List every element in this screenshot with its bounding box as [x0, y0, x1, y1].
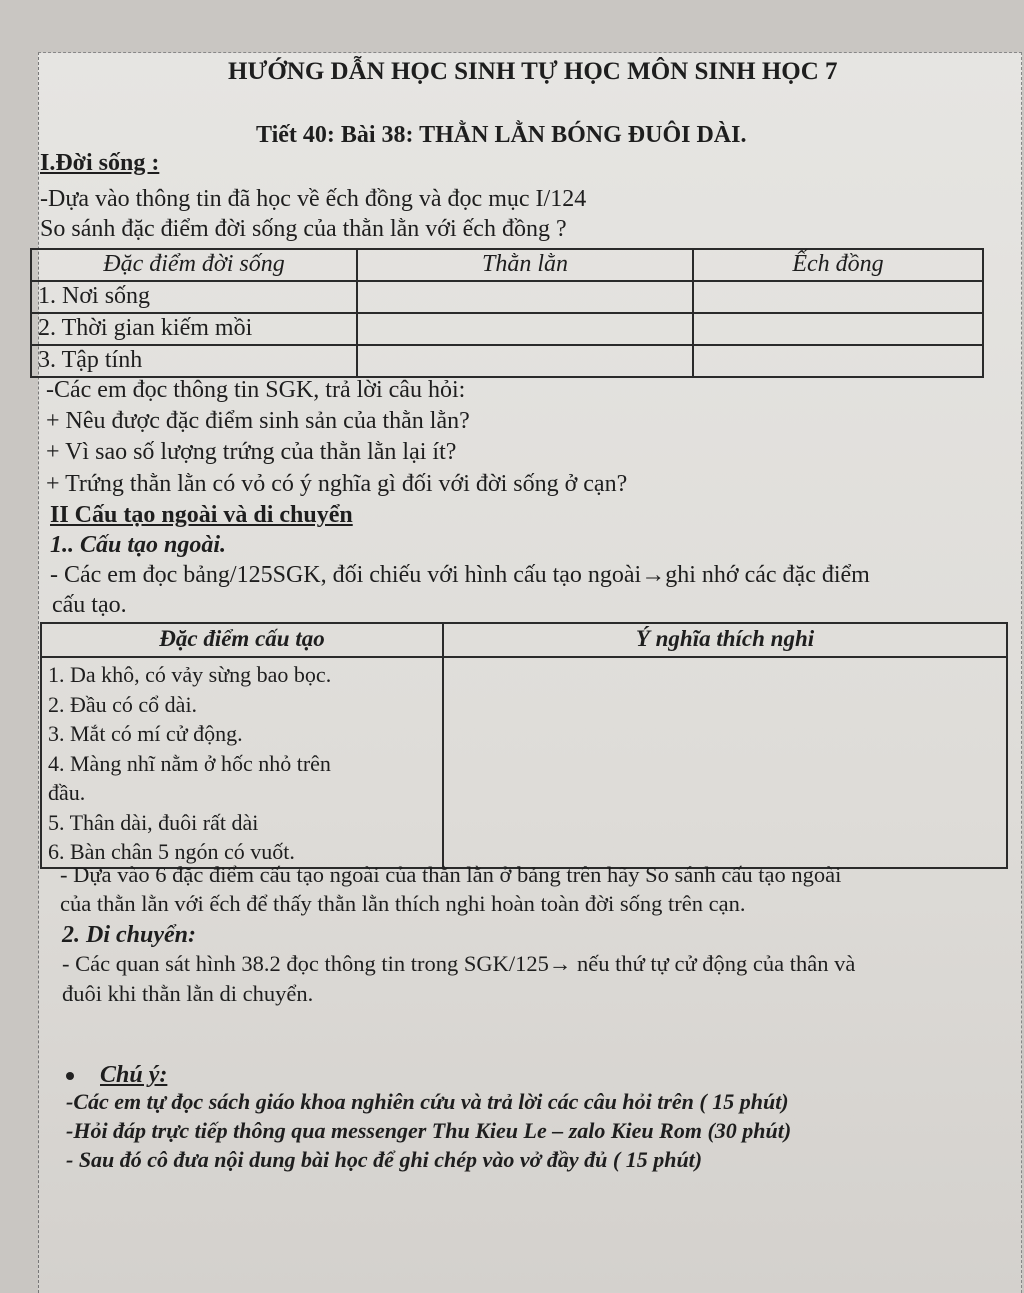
section1-after-2: + Nêu được đặc điểm sinh sản của thằn lằn?: [46, 408, 470, 434]
feature-item: 1. Da khô, có vảy sừng bao bọc.: [48, 662, 332, 687]
note-line-3: - Sau đó cô đưa nội dung bài học để ghi chép vào vở đầy đủ ( 15 phút): [66, 1147, 703, 1172]
table1-row-behavior: 3. Tập tính: [31, 345, 357, 377]
section2-sub2: 2. Di chuyển:: [62, 922, 196, 948]
table1-cell-empty: [357, 313, 693, 345]
table1-row-feeding-time: 2. Thời gian kiếm mồi: [31, 313, 357, 345]
feature-item: 4. Màng nhĩ nằm ở hốc nhỏ trên: [48, 750, 331, 776]
section2-sub2-line2: đuôi khi thằn lằn di chuyển.: [62, 981, 314, 1006]
table1-header-lizard: Thằn lằn: [357, 249, 693, 281]
section1-after-4: + Trứng thằn lằn có vỏ có ý nghĩa gì đối với đời sống ở cạn?: [46, 471, 628, 497]
section2-sub2-line1: - Các quan sát hình 38.2 đọc thông tin trong SGK/125→ nếu thứ tự cử động của thân và: [62, 951, 856, 976]
lesson-subtitle: Tiết 40: Bài 38: THẰN LẰN BÓNG ĐUÔI DÀI.: [256, 122, 747, 148]
note-line-2: -Hỏi đáp trực tiếp thông qua messenger Thu Kieu Le – zalo Kieu Rom (30 phút): [66, 1118, 792, 1143]
section2-sub1-line2: cấu tạo.: [52, 592, 127, 618]
note-heading-row: [66, 1062, 167, 1089]
table1-cell-empty: [357, 281, 693, 313]
table1-cell-empty: [693, 313, 983, 345]
feature-item: đầu.: [48, 780, 86, 805]
section2-sub1-line1: - Các em đọc bảng/125SGK, đối chiếu với hình cấu tạo ngoài→ghi nhớ các đặc điểm: [50, 562, 870, 588]
feature-item: 3. Mắt có mí cử động.: [48, 721, 243, 746]
section2-sub1: 1.. Cấu tạo ngoài.: [50, 532, 227, 558]
life-comparison-table: [30, 248, 984, 378]
table2-features-cell: [41, 657, 443, 868]
section1-line2: So sánh đặc điểm đời sống của thằn lằn với ếch đồng ?: [40, 216, 567, 242]
section2-after-line2: của thằn lằn với ếch để thấy thằn lằn thích nghi hoàn toàn đời sống trên cạn.: [60, 891, 746, 916]
table1-header-feature: Đặc điểm đời sống: [31, 249, 357, 281]
note-line-1: -Các em tự đọc sách giáo khoa nghiên cứu và trả lời các câu hỏi trên ( 15 phút): [66, 1089, 789, 1114]
table2-meaning-cell: [443, 657, 1007, 868]
table1-cell-empty: [693, 345, 983, 377]
section1-line1: -Dựa vào thông tin đã học về ếch đồng và đọc mục I/124: [40, 186, 587, 212]
feature-item: 5. Thân dài, đuôi rất dài: [48, 809, 259, 835]
document-title: HƯỚNG DẪN HỌC SINH TỰ HỌC MÔN SINH HỌC 7: [228, 58, 838, 85]
section1-heading: I.Đời sống :: [40, 150, 160, 176]
table1-row-habitat: 1. Nơi sống: [31, 281, 357, 313]
section1-after-3: + Vì sao số lượng trứng của thằn lằn lại ít?: [46, 439, 457, 465]
note-heading: Chú ý:: [100, 1062, 168, 1088]
feature-item: 2. Đầu có cổ dài.: [48, 691, 198, 717]
section2-after-line1: - Dựa vào 6 đặc điểm cấu tạo ngoài của thằn lằn ở bảng trên hãy So sánh cấu tạo ngoài: [60, 862, 842, 887]
section1-after-1: -Các em đọc thông tin SGK, trả lời câu hỏi:: [46, 377, 466, 403]
table1-cell-empty: [357, 345, 693, 377]
feature-item: 6. Bàn chân 5 ngón có vuốt.: [48, 839, 295, 864]
bullet-icon: [66, 1072, 74, 1080]
table2-header-meaning: Ý nghĩa thích nghi: [443, 623, 1007, 657]
structure-table: [40, 622, 1008, 869]
section2-heading: II Cấu tạo ngoài và di chuyển: [50, 502, 353, 528]
table1-header-frog: Ếch đồng: [693, 249, 983, 281]
table1-cell-empty: [693, 281, 983, 313]
table2-header-feature: Đặc điểm cấu tạo: [41, 623, 443, 657]
